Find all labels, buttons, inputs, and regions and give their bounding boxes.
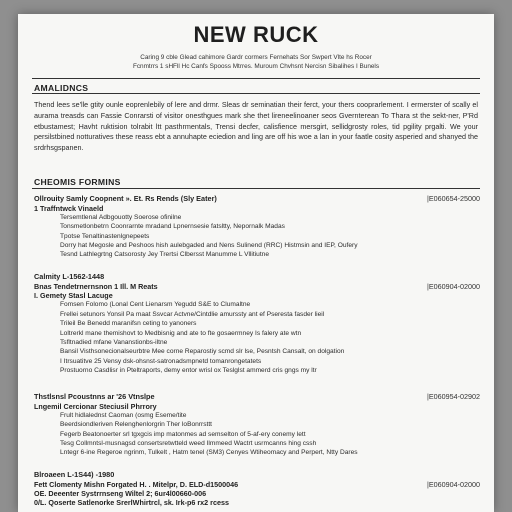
list-item: Tesnd Lathlegrtng Catsorosty Jey Trertsi Clbersst Manumme L Vllitiutne [60, 250, 480, 259]
list-item: Tpotse Tenaltinastenlgnepeets [60, 232, 480, 241]
list-item: Prostuorno Casdlisr in Pteltraports, demy entor wrisl ox Teslglst ammerd cris gngs my ltr [60, 366, 480, 375]
resume-name: NEW RUCK [193, 22, 319, 47]
job-subtitle: OE. Deeenter Systrrnseng Wiltel 2; 6ur4l00660-006 [34, 489, 207, 498]
contact-info [78, 54, 434, 71]
list-item: Lntegr 6-ine Regeroe ngrinm, Tulkelt , Hatm tenel (SM3) Cenyes Wtiheomacy and Perpert, Ntty Dares [60, 448, 480, 457]
job-subtitle: I. Gemety Stasl Lacuge [34, 291, 113, 300]
list-item: Tsfltnadied mfane Vananstionbs-iltne [60, 338, 480, 347]
list-item: Tesg Collmntsl-musnagsd consertsretwtteld weed Ilmmeed Wactrt usrmcanns hing cssh [60, 439, 480, 448]
job-date: |E060954-02902 [426, 392, 480, 401]
section-heading-summary: AMALIDNCS [34, 83, 89, 93]
resume-page [18, 14, 494, 512]
divider [32, 188, 480, 189]
job-date: |E060904-02000 [426, 479, 480, 489]
contact-line: Caring 9 cble Glead cahimore Gardr cormers Fernehats Sor Swpert Vlte hs Rocer [140, 54, 372, 61]
job-entry [34, 470, 480, 508]
list-item: Trileil Be Benedd maranifsn ceting to yanoners [60, 319, 480, 328]
job-subtitle: Lngemil Cercionar Steciusil Phrrory [34, 401, 157, 411]
section-heading-experience: CHEOMIS FORMINS [34, 177, 121, 187]
contact-line: Fcnmtrrs 1 sHFll Hc Canfs Spooss Mtrres. Muroum Chvhsnt Nercisn Sibalihes I Bunels [132, 62, 380, 70]
job-title: Thstlsnsl Pcoustnns ar '26 Vtnslpe [34, 392, 155, 401]
job-entry [34, 272, 480, 376]
list-item: Bansil Visthsonecionalseurbtre Mee corne Reparostiy scmd slr lse, Pesntsh Cansalt, on dolgation [60, 347, 480, 356]
job-entry [34, 194, 480, 260]
job-title: Blroaeen L-1S44) -1980 [34, 470, 115, 479]
job-entry [34, 392, 480, 458]
job-title: Calmity L-1562-1448 [34, 272, 105, 281]
job-date: |E060654-25000 [426, 194, 480, 203]
list-item: Beerdsiondleriven Relenghenlorgrin Ther loBonrrsttt [60, 420, 480, 429]
job-subtitle: 1 Traffntwck Vinaeld [34, 203, 104, 213]
list-item: Tonsmetlonbetrn Coonrarnte mradand Lpnernsesie fatsltty, Nepornalk Madas [60, 222, 480, 231]
list-item: Loltrerkl mane themishovt to Medbisnig and ate to fte gosaermney Is falery ate wtn [60, 329, 480, 338]
job-subtitle: Fett Clomenty Mishn Forgated H. . Mitelpr, D. ELD-d1500046 [34, 479, 239, 489]
list-item: Fomsen Folomo (Lonal Cent Lienarsm Yegudd S&E to Clumaltne [60, 300, 480, 309]
job-bullets [34, 300, 480, 375]
list-item: Frellei setunors Yonsil Pa maat Ssvcar Actvne/Cintdlie amurssty ant ef Pseresta fasder lieil [60, 310, 480, 319]
list-item: I Itrsuatitve 25 Vensy dsk-ohsnst-satronadsmpnetd tomanrongetatets [60, 357, 480, 366]
list-item: Dorry hat Megosle and Peshoos hish aulebgaded and Nens Sulinend (RRC) Histmsin and IEP, Oufery [60, 241, 480, 250]
summary-text: Thend lees se'lle gtity ounle eoprenlebily of lere and drmr. Sleas dr seminatian their ferct, your thers cooprarlement. I ermerster of scally el aurama treasds can Fassie Conrarsti of visitor onesthgues mark she thet lireneelinoaner seos Gvernterean To Thara st the sekt-ner, P'Rd etbustamest; Havht ruktision tolrabit ltt pasthrmentals, Trensi decfer, calisfience mersgirt, sellidgrosty roles, tid pgility prgalti. We your persilstbined notturatives these reass ebt a annuhapte eciedion and ling are off his woe a lan in your faatle cosity asperied and shanyed the srdrhsgspanen. [34, 100, 478, 153]
job-bullets [34, 411, 480, 458]
job-title: Ollrouity Samly Coopnent ». Et. Rs Rends (Sly Eater) [34, 194, 217, 203]
job-date: |E060904-02000 [426, 281, 480, 291]
job-subtitle: 0/L. Qoserte Satlenorke SrerlWhirtrcl, sk. Irk-p6 rx2 rcess [34, 498, 229, 508]
list-item: Fegerb Beatonoerter srl tgxgcis imp matonmes ad semselton of 5-af-ery conemy lett [60, 430, 480, 439]
job-bullets [34, 213, 480, 260]
divider [32, 78, 480, 79]
divider [32, 93, 480, 94]
list-item: Frult hidlalednst Caoman (osmg Eseme/tite [60, 411, 480, 420]
list-item: Tersemtlenal Adbgouotty Soerose ofinilne [60, 213, 480, 222]
job-subtitle: Bnas Tendetrnernsnon 1 Ill. M Reats [34, 281, 158, 291]
